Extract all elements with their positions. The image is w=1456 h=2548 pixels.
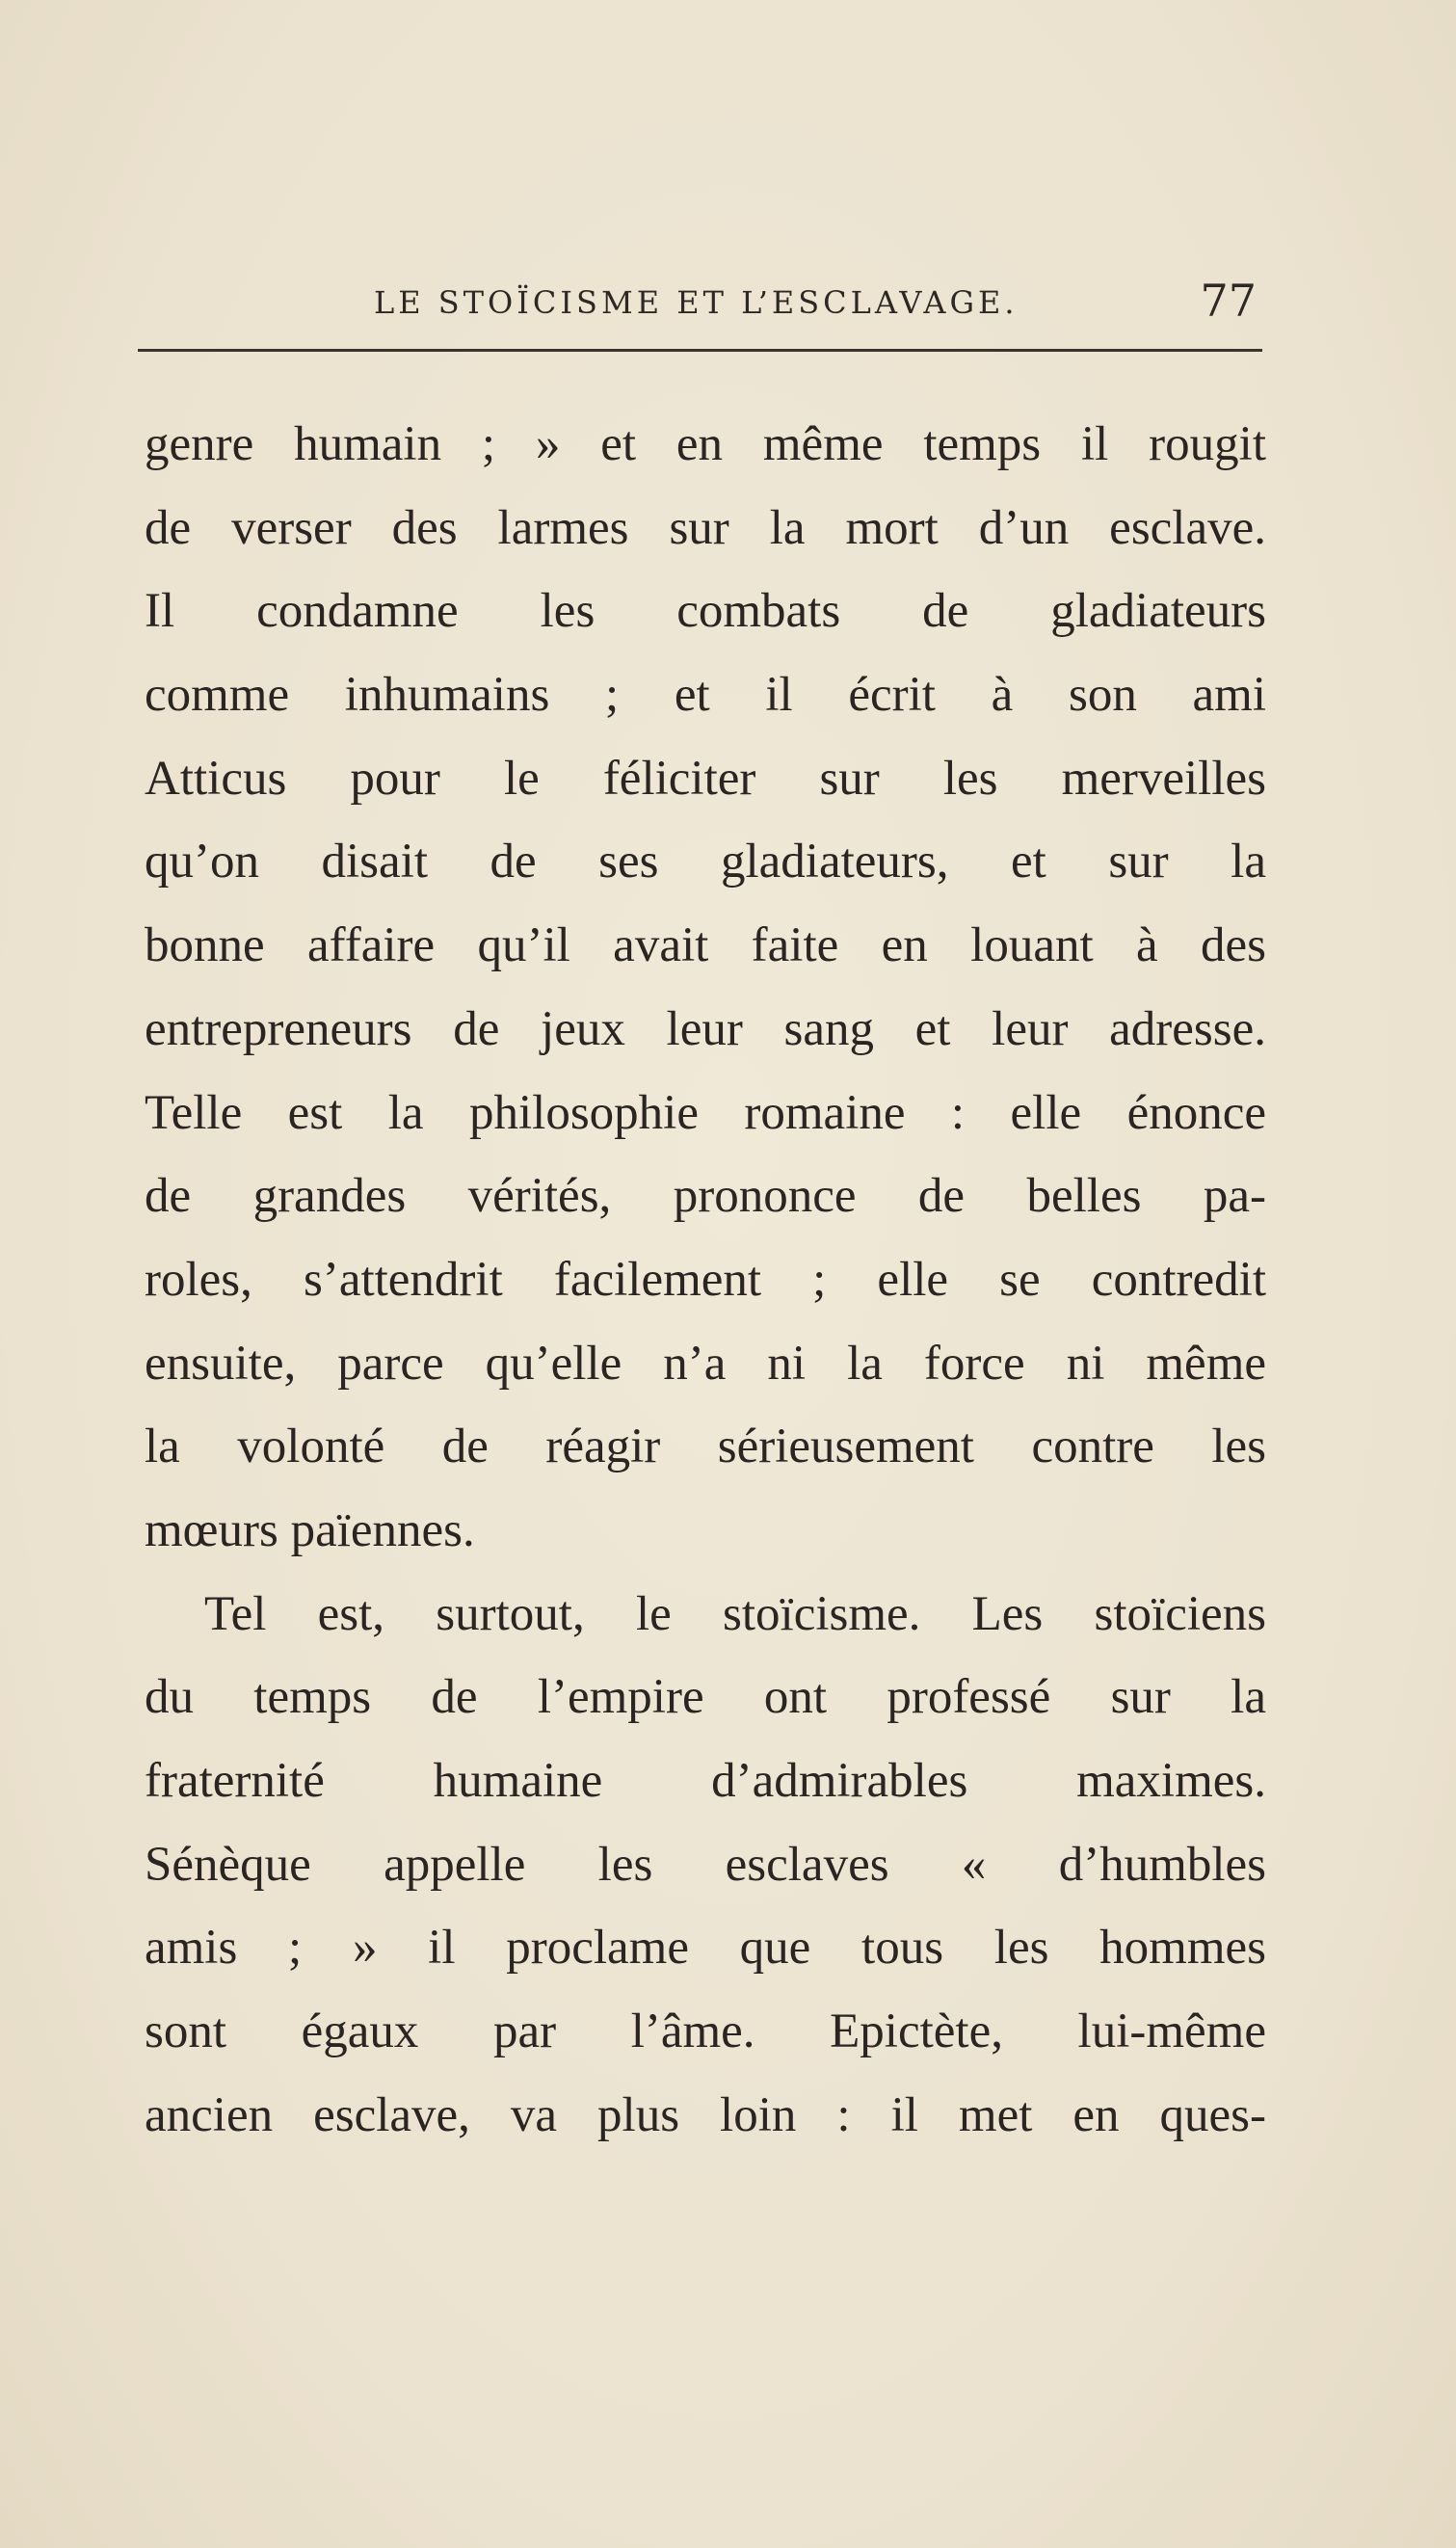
text-line: qu’on disait de ses gladiateurs, et sur la bbox=[145, 835, 1266, 889]
text-line: bonne affaire qu’il avait faite en louant à des bbox=[145, 918, 1266, 973]
running-head bbox=[374, 275, 1260, 332]
text-line: la volonté de réagir sérieusement contre les bbox=[145, 1420, 1266, 1474]
text-line: Telle est la philosophie romaine : elle énonce bbox=[145, 1085, 1266, 1140]
text-line: fraternité humaine d’admirables maximes. bbox=[145, 1754, 1266, 1808]
text-line: sont égaux par l’âme. Epictète, lui-même bbox=[145, 2004, 1266, 2059]
text-line: Tel est, surtout, le stoïcisme. Les stoïciens bbox=[204, 1586, 1266, 1641]
header-rule bbox=[138, 349, 1262, 352]
text-line: entrepreneurs de jeux leur sang et leur adresse. bbox=[145, 1001, 1266, 1056]
text-line: Atticus pour le féliciter sur les merveilles bbox=[145, 751, 1266, 806]
body-text bbox=[145, 403, 1266, 2157]
text-line: de grandes vérités, prononce de belles pa- bbox=[145, 1169, 1266, 1224]
text-line: de verser des larmes sur la mort d’un esclave. bbox=[145, 500, 1266, 555]
text-line: du temps de l’empire ont professé sur la bbox=[145, 1670, 1266, 1725]
text-line: ancien esclave, va plus loin : il met en ques- bbox=[145, 2087, 1266, 2142]
text-line: Il condamne les combats de gladiateurs bbox=[145, 584, 1266, 639]
text-line: comme inhumains ; et il écrit à son ami bbox=[145, 668, 1266, 723]
page-number: 77 bbox=[1200, 275, 1257, 327]
text-line: amis ; » il proclame que tous les hommes bbox=[145, 1921, 1266, 1976]
text-line: roles, s’attendrit facilement ; elle se contredit bbox=[145, 1252, 1266, 1307]
text-line: ensuite, parce qu’elle n’a ni la force ni même bbox=[145, 1336, 1266, 1391]
text-line: Sénèque appelle les esclaves « d’humbles bbox=[145, 1837, 1266, 1892]
running-head-title: LE STOÏCISME ET L’ESCLAVAGE. bbox=[374, 284, 1019, 321]
text-line: genre humain ; » et en même temps il rougit bbox=[145, 417, 1266, 471]
text-line: mœurs païennes. bbox=[145, 1502, 475, 1557]
